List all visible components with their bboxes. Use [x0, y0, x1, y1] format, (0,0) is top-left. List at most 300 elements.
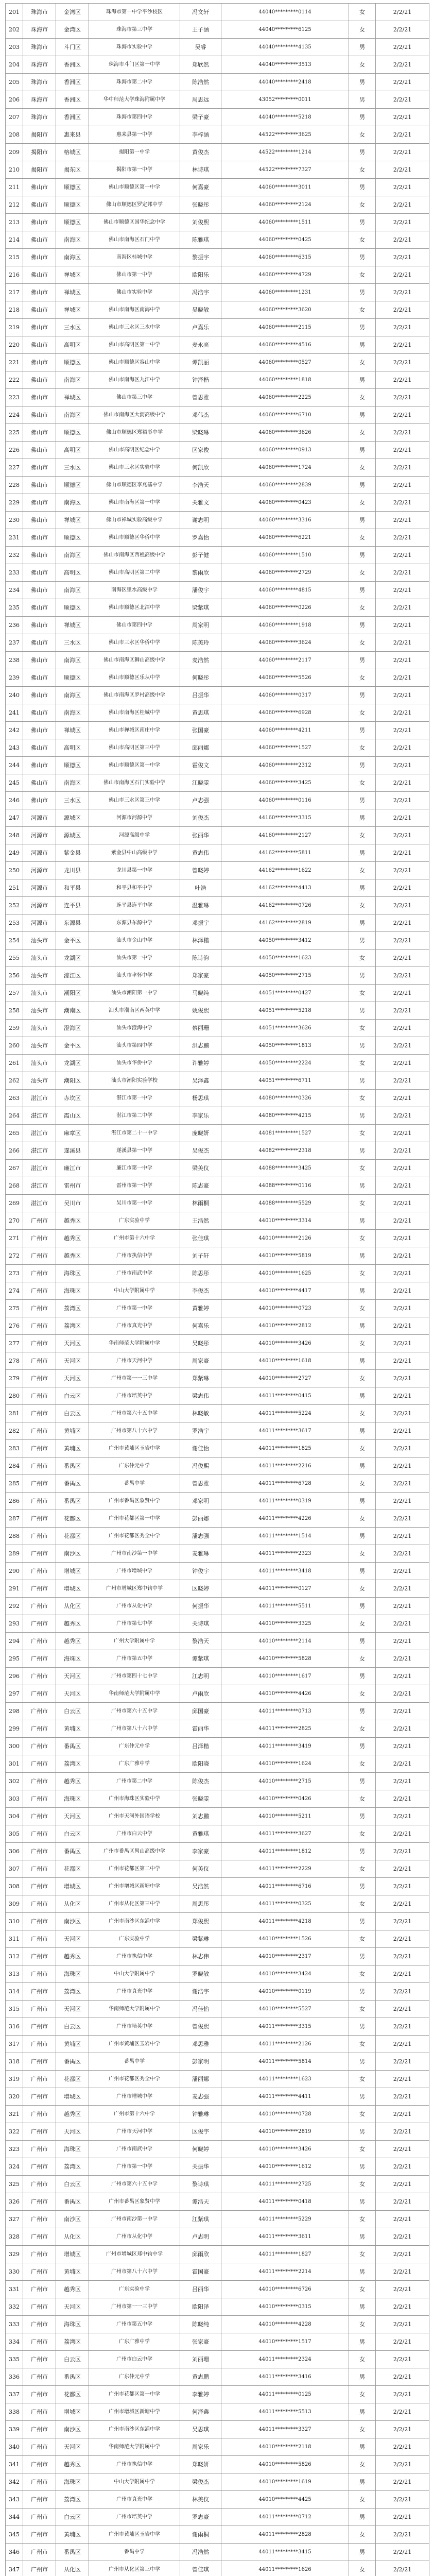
cell-id-number: 44040*********2418 — [221, 74, 349, 91]
cell-id-number: 44051*********0427 — [221, 985, 349, 1002]
cell-date: 2/2/21 — [376, 2368, 429, 2386]
cell-school: 广州市第一中学 — [89, 1300, 180, 1317]
table-row — [6, 319, 429, 336]
cell-no: 339 — [6, 2421, 23, 2438]
cell-date: 2/2/21 — [376, 2333, 429, 2351]
cell-gender: 男 — [349, 1843, 376, 1860]
cell-date: 2/2/21 — [376, 950, 429, 967]
cell-district: 越秀区 — [56, 2281, 89, 2298]
table-row — [6, 2281, 429, 2298]
cell-city: 湛江市 — [23, 1125, 56, 1142]
cell-id-number: 44060*********6710 — [221, 406, 349, 424]
table-row — [6, 2368, 429, 2386]
cell-id-number: 44060*********3620 — [221, 301, 349, 319]
cell-name: 梁俊杰 — [180, 2473, 221, 2491]
cell-city: 广州市 — [23, 2544, 56, 2561]
cell-city: 广州市 — [23, 2438, 56, 2456]
cell-gender: 男 — [349, 214, 376, 231]
cell-no: 217 — [6, 284, 23, 301]
cell-city: 广州市 — [23, 2403, 56, 2421]
cell-no: 322 — [6, 2123, 23, 2141]
cell-gender: 女 — [349, 2351, 376, 2368]
cell-school: 汕头市潮南区两英中学 — [89, 1002, 180, 1020]
cell-name: 区晓婷 — [180, 1580, 221, 1598]
cell-name: 黄志伟 — [180, 844, 221, 862]
cell-date: 2/2/21 — [376, 2561, 429, 2576]
cell-id-number: 44011*********4218 — [221, 1913, 349, 1930]
cell-district: 增城区 — [56, 1563, 89, 1580]
cell-district: 东源县 — [56, 914, 89, 932]
cell-school: 佛山市南海区南海中学 — [89, 301, 180, 319]
table-row — [6, 985, 429, 1002]
cell-district: 金湾区 — [56, 21, 89, 39]
cell-city: 广州市 — [23, 2368, 56, 2386]
cell-date: 2/2/21 — [376, 336, 429, 354]
cell-district: 惠来县 — [56, 126, 89, 144]
cell-city: 佛山市 — [23, 389, 56, 406]
cell-id-number: 44010*********2114 — [221, 1633, 349, 1650]
cell-district: 顺德区 — [56, 424, 89, 442]
cell-city: 佛山市 — [23, 774, 56, 792]
cell-district: 龙湖区 — [56, 1055, 89, 1072]
cell-name: 曾佳琪 — [180, 2561, 221, 2576]
cell-no: 301 — [6, 1755, 23, 1773]
cell-date: 2/2/21 — [376, 1598, 429, 1615]
cell-date: 2/2/21 — [376, 424, 429, 442]
cell-id-number: 44010*********0728 — [221, 2106, 349, 2123]
table-row — [6, 389, 429, 406]
cell-city: 广州市 — [23, 1458, 56, 1475]
cell-date: 2/2/21 — [376, 582, 429, 599]
cell-no: 258 — [6, 1002, 23, 1020]
cell-gender: 男 — [349, 844, 376, 862]
table-row — [6, 704, 429, 722]
cell-city: 广州市 — [23, 1738, 56, 1755]
cell-city: 广州市 — [23, 2333, 56, 2351]
cell-school: 湛江市第一中学 — [89, 1090, 180, 1107]
table-row — [6, 2263, 429, 2281]
cell-gender: 男 — [349, 1072, 376, 1090]
cell-city: 广州市 — [23, 1615, 56, 1633]
cell-school: 佛山市南海区狮山高级中学 — [89, 652, 180, 669]
cell-id-number: 44010*********1517 — [221, 2333, 349, 2351]
cell-school: 番禺中学 — [89, 1475, 180, 1493]
cell-no: 328 — [6, 2228, 23, 2246]
cell-date: 2/2/21 — [376, 196, 429, 214]
table-row — [6, 774, 429, 792]
cell-district: 黄埔区 — [56, 1422, 89, 1440]
table-row — [6, 126, 429, 144]
cell-id-number: 44081*********1527 — [221, 1125, 349, 1142]
cell-district: 番禺区 — [56, 2193, 89, 2211]
cell-date: 2/2/21 — [376, 687, 429, 704]
cell-school: 珠海市实验中学 — [89, 39, 180, 56]
cell-date: 2/2/21 — [376, 1440, 429, 1458]
cell-no: 268 — [6, 1177, 23, 1195]
table-row — [6, 564, 429, 582]
cell-date: 2/2/21 — [376, 1300, 429, 1317]
cell-gender: 女 — [349, 1230, 376, 1247]
cell-school: 佛山市禅城实验高级中学 — [89, 512, 180, 529]
cell-district: 廉江市 — [56, 1160, 89, 1177]
cell-school: 广州市花都区第一中学 — [89, 1510, 180, 1528]
cell-no: 298 — [6, 1703, 23, 1720]
cell-no: 306 — [6, 1843, 23, 1860]
cell-name: 林泽楷 — [180, 932, 221, 950]
cell-no: 346 — [6, 2544, 23, 2561]
cell-date: 2/2/21 — [376, 126, 429, 144]
cell-district: 增城区 — [56, 2403, 89, 2421]
table-row — [6, 1090, 429, 1107]
cell-gender: 男 — [349, 1808, 376, 1825]
cell-date: 2/2/21 — [376, 2438, 429, 2456]
cell-name: 李俊杰 — [180, 1282, 221, 1300]
cell-school: 湛江市第二十一中学 — [89, 1125, 180, 1142]
cell-id-number: 44011*********3611 — [221, 2228, 349, 2246]
cell-district: 番禺区 — [56, 1475, 89, 1493]
cell-no: 295 — [6, 1650, 23, 1668]
cell-school: 广州市增城中学 — [89, 2088, 180, 2106]
cell-date: 2/2/21 — [376, 1860, 429, 1878]
table-row — [6, 1493, 429, 1510]
cell-date: 2/2/21 — [376, 1878, 429, 1895]
cell-no: 309 — [6, 1895, 23, 1913]
cell-no: 316 — [6, 2018, 23, 2036]
cell-city: 广州市 — [23, 1493, 56, 1510]
cell-no: 261 — [6, 1055, 23, 1072]
cell-no: 333 — [6, 2316, 23, 2333]
cell-name: 区俊宇 — [180, 2123, 221, 2141]
cell-id-number: 44522*********3625 — [221, 126, 349, 144]
cell-id-number: 44010*********0119 — [221, 1983, 349, 2001]
cell-gender: 男 — [349, 722, 376, 739]
cell-gender: 男 — [349, 512, 376, 529]
cell-date: 2/2/21 — [376, 494, 429, 512]
table-row — [6, 739, 429, 757]
cell-district: 禅城区 — [56, 284, 89, 301]
cell-id-number: 44011*********2216 — [221, 1458, 349, 1475]
cell-gender: 男 — [349, 109, 376, 126]
cell-no: 263 — [6, 1090, 23, 1107]
table-row — [6, 1563, 429, 1580]
cell-city: 广州市 — [23, 2158, 56, 2176]
cell-city: 佛山市 — [23, 336, 56, 354]
cell-date: 2/2/21 — [376, 1685, 429, 1703]
cell-school: 广州市花都区第一中学 — [89, 2386, 180, 2403]
table-row — [6, 2176, 429, 2193]
cell-date: 2/2/21 — [376, 1055, 429, 1072]
table-row — [6, 722, 429, 739]
table-row — [6, 1650, 429, 1668]
cell-id-number: 44010*********3426 — [221, 1335, 349, 1352]
cell-gender: 女 — [349, 161, 376, 179]
table-row — [6, 442, 429, 459]
cell-city: 佛山市 — [23, 179, 56, 196]
cell-school: 广东广雅中学 — [89, 1755, 180, 1773]
cell-date: 2/2/21 — [376, 2018, 429, 2036]
cell-name: 麦志强 — [180, 2088, 221, 2106]
cell-id-number: 44522*********1214 — [221, 144, 349, 161]
cell-gender: 男 — [349, 1247, 376, 1265]
cell-id-number: 44010*********6726 — [221, 2281, 349, 2298]
table-row — [6, 179, 429, 196]
cell-date: 2/2/21 — [376, 739, 429, 757]
cell-school: 汕头市华侨中学 — [89, 1055, 180, 1072]
cell-school: 珠海市第一中学平沙校区 — [89, 4, 180, 21]
cell-school: 广东广雅中学 — [89, 2333, 180, 2351]
table-row — [6, 1037, 429, 1055]
cell-district: 天河区 — [56, 1685, 89, 1703]
cell-id-number: 44011*********3415 — [221, 2544, 349, 2561]
cell-city: 广州市 — [23, 1598, 56, 1615]
table-row — [6, 231, 429, 249]
cell-date: 2/2/21 — [376, 2053, 429, 2071]
cell-no: 272 — [6, 1247, 23, 1265]
cell-name: 邓振宇 — [180, 914, 221, 932]
cell-date: 2/2/21 — [376, 1790, 429, 1808]
cell-id-number: 44010*********5211 — [221, 1808, 349, 1825]
cell-gender: 女 — [349, 2421, 376, 2438]
cell-school: 广州市执信中学 — [89, 1948, 180, 1965]
cell-city: 佛山市 — [23, 792, 56, 809]
cell-gender: 女 — [349, 827, 376, 844]
cell-district: 源城区 — [56, 809, 89, 827]
cell-no: 225 — [6, 424, 23, 442]
cell-school: 广东实验中学 — [89, 1930, 180, 1948]
cell-gender: 男 — [349, 74, 376, 91]
cell-date: 2/2/21 — [376, 617, 429, 634]
cell-district: 越秀区 — [56, 1948, 89, 1965]
cell-school: 广州市第一中学 — [89, 2158, 180, 2176]
cell-date: 2/2/21 — [376, 459, 429, 477]
table-row — [6, 1983, 429, 2001]
table-row — [6, 1510, 429, 1528]
cell-date: 2/2/21 — [376, 914, 429, 932]
cell-no: 326 — [6, 2193, 23, 2211]
cell-date: 2/2/21 — [376, 1020, 429, 1037]
cell-school: 中山大学附属中学 — [89, 2473, 180, 2491]
cell-school: 广州市第二中学 — [89, 1773, 180, 1790]
cell-name: 卢志强 — [180, 792, 221, 809]
cell-district: 番禺区 — [56, 1458, 89, 1475]
cell-name: 冯浩然 — [180, 2544, 221, 2561]
table-row — [6, 1177, 429, 1195]
cell-name: 邓家明 — [180, 1493, 221, 1510]
cell-id-number: 44060*********6315 — [221, 249, 349, 266]
cell-city: 广州市 — [23, 2001, 56, 2018]
cell-gender: 男 — [349, 914, 376, 932]
cell-school: 佛山市顺德区容山中学 — [89, 354, 180, 371]
cell-gender: 女 — [349, 634, 376, 652]
cell-gender: 男 — [349, 1983, 376, 2001]
cell-no: 265 — [6, 1125, 23, 1142]
cell-school: 南海区里水高级中学 — [89, 582, 180, 599]
cell-date: 2/2/21 — [376, 1317, 429, 1335]
cell-school: 广东实验中学 — [89, 2281, 180, 2298]
table-row — [6, 1685, 429, 1703]
table-row — [6, 1948, 429, 1965]
cell-no: 208 — [6, 126, 23, 144]
cell-city: 佛山市 — [23, 406, 56, 424]
cell-gender: 男 — [349, 1948, 376, 1965]
cell-city: 湛江市 — [23, 1107, 56, 1125]
cell-name: 温雅琳 — [180, 897, 221, 914]
table-row — [6, 1773, 429, 1790]
cell-city: 广州市 — [23, 2561, 56, 2576]
cell-gender: 男 — [349, 967, 376, 985]
cell-city: 河源市 — [23, 879, 56, 897]
cell-date: 2/2/21 — [376, 161, 429, 179]
cell-name: 关振华 — [180, 2158, 221, 2176]
cell-district: 香洲区 — [56, 56, 89, 74]
cell-id-number: 44011*********0418 — [221, 2193, 349, 2211]
cell-no: 228 — [6, 477, 23, 494]
cell-district: 番禺区 — [56, 1843, 89, 1860]
cell-id-number: 44040*********5218 — [221, 109, 349, 126]
cell-gender: 女 — [349, 56, 376, 74]
cell-name: 麦浩然 — [180, 652, 221, 669]
cell-no: 257 — [6, 985, 23, 1002]
cell-gender: 女 — [349, 1370, 376, 1387]
cell-school: 广州市第六十五中学 — [89, 1405, 180, 1422]
table-row — [6, 1808, 429, 1825]
cell-school: 广州市第一一三中学 — [89, 2298, 180, 2316]
cell-no: 252 — [6, 897, 23, 914]
table-row — [6, 2316, 429, 2333]
cell-school: 广州市南沙区东涌中学 — [89, 2421, 180, 2438]
cell-date: 2/2/21 — [376, 1965, 429, 1983]
cell-name: 郑欣然 — [180, 56, 221, 74]
cell-gender: 女 — [349, 1055, 376, 1072]
cell-city: 广州市 — [23, 2491, 56, 2509]
cell-name: 周家乐 — [180, 2438, 221, 2456]
cell-city: 汕头市 — [23, 1020, 56, 1037]
cell-gender: 男 — [349, 1107, 376, 1125]
cell-district: 潮阳区 — [56, 985, 89, 1002]
cell-district: 高明区 — [56, 336, 89, 354]
cell-city: 佛山市 — [23, 284, 56, 301]
cell-city: 广州市 — [23, 1913, 56, 1930]
table-row — [6, 1125, 429, 1142]
table-row — [6, 2561, 429, 2576]
cell-school: 广州市第六十五中学 — [89, 1703, 180, 1720]
cell-id-number: 44060*********5526 — [221, 669, 349, 687]
cell-id-number: 44011*********2214 — [221, 2263, 349, 2281]
cell-id-number: 44010*********3314 — [221, 1212, 349, 1230]
table-row — [6, 862, 429, 879]
cell-city: 佛山市 — [23, 564, 56, 582]
cell-school: 佛山市南海区九江中学 — [89, 371, 180, 389]
cell-no: 303 — [6, 1790, 23, 1808]
cell-no: 212 — [6, 196, 23, 214]
cell-no: 205 — [6, 74, 23, 91]
cell-no: 315 — [6, 2001, 23, 2018]
cell-district: 花都区 — [56, 1510, 89, 1528]
cell-district: 白云区 — [56, 2509, 89, 2526]
cell-gender: 男 — [349, 477, 376, 494]
cell-school: 广州市白云中学 — [89, 2351, 180, 2368]
cell-school: 佛山市顺德区北滘中学 — [89, 599, 180, 617]
cell-name: 欧阳乐 — [180, 266, 221, 284]
cell-date: 2/2/21 — [376, 844, 429, 862]
cell-no: 288 — [6, 1528, 23, 1545]
cell-no: 235 — [6, 599, 23, 617]
cell-city: 佛山市 — [23, 617, 56, 634]
cell-school: 广州市花都区秀全中学 — [89, 2071, 180, 2088]
cell-date: 2/2/21 — [376, 2193, 429, 2211]
cell-id-number: 44060*********1724 — [221, 459, 349, 477]
cell-gender: 男 — [349, 249, 376, 266]
table-row — [6, 2036, 429, 2053]
cell-district: 三水区 — [56, 319, 89, 336]
cell-district: 增城区 — [56, 1878, 89, 1895]
cell-id-number: 44060*********2115 — [221, 319, 349, 336]
cell-gender: 女 — [349, 1755, 376, 1773]
cell-name: 陈雅琪 — [180, 231, 221, 249]
cell-gender: 男 — [349, 39, 376, 56]
cell-school: 佛山市高明区第二中学 — [89, 564, 180, 582]
cell-district: 连平县 — [56, 897, 89, 914]
cell-name: 林雨桐 — [180, 1195, 221, 1212]
cell-date: 2/2/21 — [376, 1142, 429, 1160]
cell-gender: 女 — [349, 1930, 376, 1948]
cell-date: 2/2/21 — [376, 2263, 429, 2281]
cell-id-number: 44040*********4135 — [221, 39, 349, 56]
cell-name: 钟雅琳 — [180, 2106, 221, 2123]
cell-district: 高明区 — [56, 442, 89, 459]
cell-no: 218 — [6, 301, 23, 319]
cell-no: 297 — [6, 1685, 23, 1703]
cell-name: 曾思雅 — [180, 389, 221, 406]
cell-gender: 女 — [349, 196, 376, 214]
cell-no: 245 — [6, 774, 23, 792]
cell-name: 罗志豪 — [180, 2509, 221, 2526]
cell-name: 李雅婷 — [180, 2386, 221, 2403]
cell-city: 广州市 — [23, 2211, 56, 2228]
cell-gender: 男 — [349, 2298, 376, 2316]
cell-no: 320 — [6, 2088, 23, 2106]
cell-school: 广州市从化中学 — [89, 2228, 180, 2246]
cell-id-number: 44010*********3426 — [221, 2141, 349, 2158]
cell-school: 华南师范大学附属中学 — [89, 2001, 180, 2018]
cell-name: 杨思琪 — [180, 1090, 221, 1107]
cell-no: 294 — [6, 1633, 23, 1650]
cell-school: 佛山市顺德区第一中学 — [89, 179, 180, 196]
cell-no: 248 — [6, 827, 23, 844]
cell-date: 2/2/21 — [376, 1002, 429, 1020]
cell-district: 增城区 — [56, 1580, 89, 1598]
cell-school: 广州市花都区第二中学 — [89, 1860, 180, 1878]
cell-gender: 女 — [349, 564, 376, 582]
cell-id-number: 44050*********1623 — [221, 950, 349, 967]
cell-name: 李梓涵 — [180, 126, 221, 144]
cell-name: 卢雨欣 — [180, 1685, 221, 1703]
cell-name: 陈诗韵 — [180, 950, 221, 967]
cell-city: 佛山市 — [23, 231, 56, 249]
cell-id-number: 44011*********1825 — [221, 1440, 349, 1458]
cell-school: 广东仲元中学 — [89, 1458, 180, 1475]
cell-date: 2/2/21 — [376, 109, 429, 126]
cell-gender: 女 — [349, 1335, 376, 1352]
cell-school: 紫金县中山高级中学 — [89, 844, 180, 862]
cell-city: 珠海市 — [23, 39, 56, 56]
cell-name: 陈思彤 — [180, 1265, 221, 1282]
cell-id-number: 44010*********1619 — [221, 2473, 349, 2491]
cell-id-number: 44162*********4413 — [221, 879, 349, 897]
cell-date: 2/2/21 — [376, 284, 429, 301]
cell-date: 2/2/21 — [376, 1808, 429, 1825]
cell-district: 荔湾区 — [56, 2333, 89, 2351]
